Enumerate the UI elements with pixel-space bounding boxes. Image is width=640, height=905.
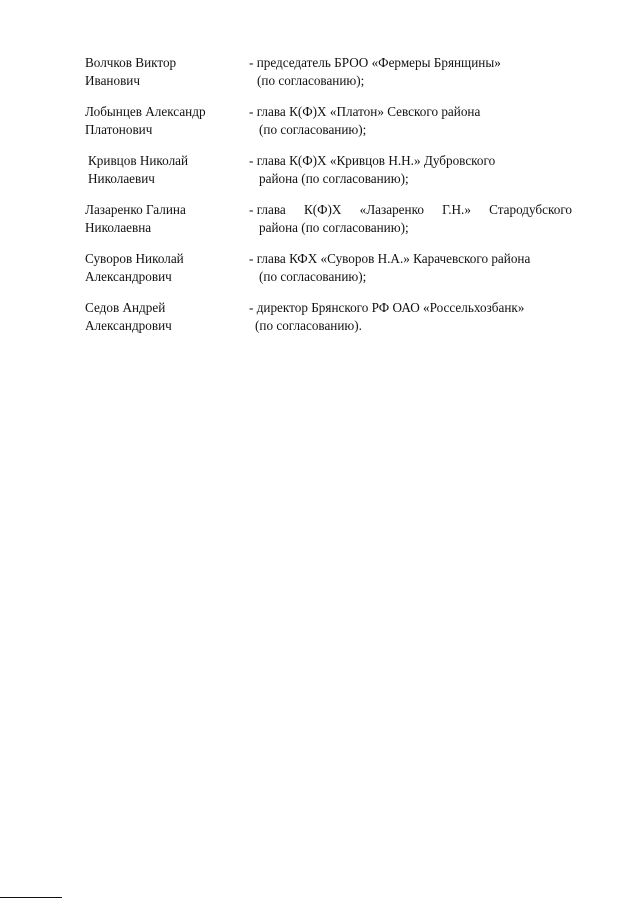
- role-line: (по согласованию);: [259, 122, 367, 137]
- name-line: Александрович: [85, 269, 172, 284]
- name-line: Лобынцев Александр: [85, 104, 206, 119]
- member-entry: [0, 103, 640, 143]
- name-line: Седов Андрей: [85, 300, 166, 315]
- member-name: [85, 201, 235, 237]
- member-entry: [0, 201, 640, 241]
- role-line: - глава К(Ф)Х «Кривцов Н.Н.» Дубровского: [249, 153, 496, 168]
- member-role: [249, 152, 589, 188]
- member-role: [249, 54, 589, 90]
- member-role: [249, 299, 589, 335]
- member-name: [85, 299, 235, 335]
- member-role: [249, 103, 589, 139]
- member-name: [85, 103, 235, 139]
- role-line: (по согласованию);: [259, 269, 367, 284]
- name-line: Николаевич: [88, 171, 155, 186]
- member-name: [85, 250, 235, 286]
- role-word: - глава: [249, 202, 286, 217]
- name-line: Кривцов Николай: [88, 153, 189, 168]
- member-role: [249, 201, 589, 237]
- member-name: [85, 54, 235, 90]
- name-line: Платонович: [85, 122, 153, 137]
- role-line: района (по согласованию);: [259, 220, 409, 235]
- member-entry: [0, 250, 640, 290]
- member-entry: [0, 152, 640, 192]
- name-line: Волчков Виктор: [85, 55, 177, 70]
- member-name: [88, 152, 238, 188]
- role-word: Стародубского: [489, 202, 572, 217]
- name-line: Суворов Николай: [85, 251, 184, 266]
- role-line: - глава К(Ф)Х «Платон» Севского района: [249, 104, 481, 119]
- role-line: - глава КФХ «Суворов Н.А.» Карачевского района: [249, 251, 531, 266]
- name-line: Николаевна: [85, 220, 152, 235]
- member-role: [249, 250, 589, 286]
- role-word: «Лазаренко: [359, 202, 424, 217]
- member-entry: [0, 54, 640, 94]
- role-line: района (по согласованию);: [259, 171, 409, 186]
- role-line: - председатель БРОО «Фермеры Брянщины»: [249, 55, 501, 70]
- role-line: (по согласованию);: [257, 73, 365, 88]
- footnote-divider: [0, 897, 62, 898]
- role-line: - директор Брянского РФ ОАО «Россельхозбанк»: [249, 300, 525, 315]
- name-line: Иванович: [85, 73, 140, 88]
- role-word: Г.Н.»: [442, 202, 471, 217]
- member-entry: [0, 299, 640, 339]
- role-line-justified: [249, 201, 572, 219]
- name-line: Лазаренко Галина: [85, 202, 186, 217]
- role-word: К(Ф)Х: [303, 202, 342, 217]
- name-line: Александрович: [85, 318, 172, 333]
- role-line: (по согласованию).: [255, 318, 362, 333]
